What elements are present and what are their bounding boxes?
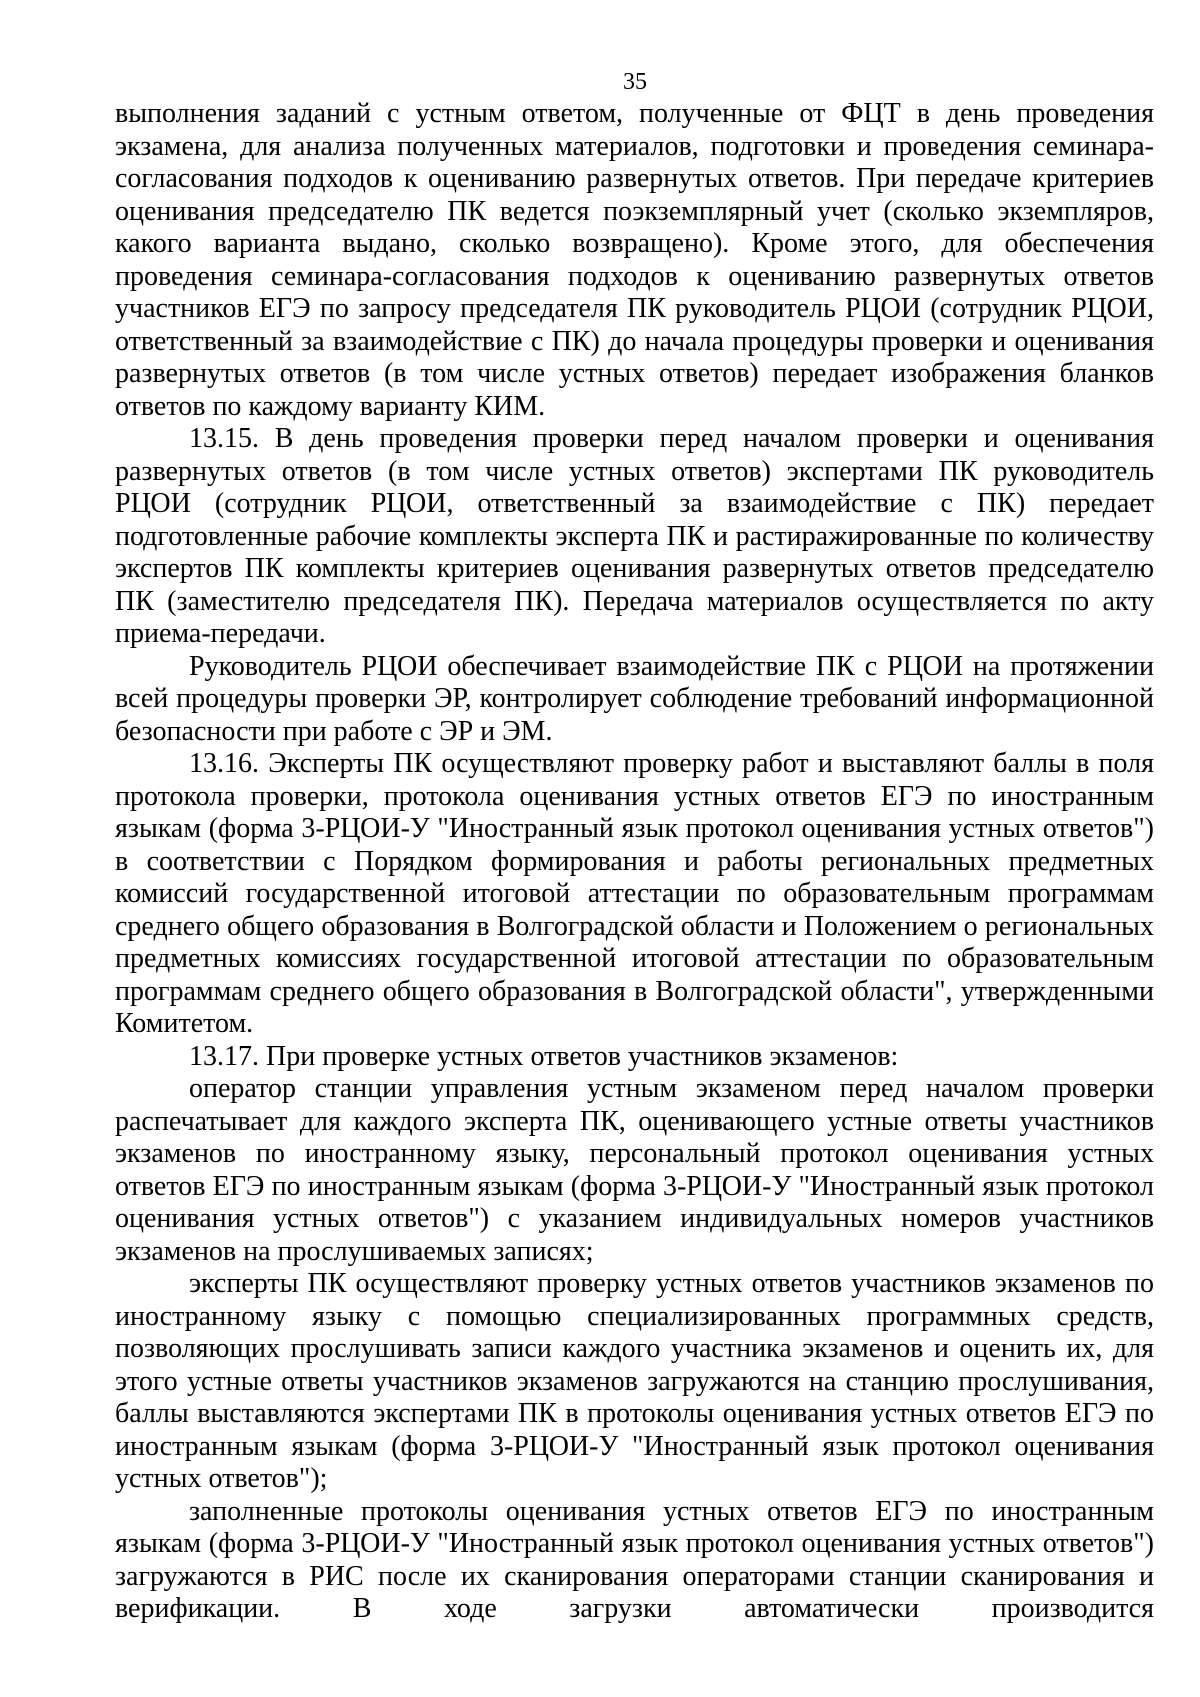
paragraph-operator: оператор станции управления устным экзаменом перед началом проверки распечатывает для каждого эксперта ПК, оценивающего устные ответы участников экзаменов по иностранному языку, персональный протокол оценивания устных ответов ЕГЭ по иностранным языкам (форма 3-РЦОИ-У "Иностранный язык протокол оценивания устных ответов") с указанием индивидуальных номеров участников экзаменов на прослушиваемых записях; [115,1073,1154,1267]
paragraph-continuation: выполнения заданий с устным ответом, полученные от ФЦТ в день проведения экзамена, для анализа полученных материалов, подготовки и проведения семинара-согласования подходов к оцениванию развернутых ответов. При передаче критериев оценивания председателю ПК ведется поэкземплярный учет (сколько экземпляров, какого варианта выдано, сколько возвращено). Кроме этого, для обеспечения проведения семинара-согласования подходов к оцениванию развернутых ответов участников ЕГЭ по запросу председателя ПК руководитель РЦОИ (сотрудник РЦОИ, ответственный за взаимодействие с ПК) до начала процедуры проверки и оценивания развернутых ответов (в том числе устных ответов) передает изображения бланков ответов по каждому варианту КИМ. [115,98,1154,422]
paragraph-protocols: заполненные протоколы оценивания устных ответов ЕГЭ по иностранным языкам (форма 3-РЦОИ-У "Иностранный язык протокол оценивания устных ответов") загружаются в РИС после их сканирования операторами станции сканирования и верификации. В ходе загрузки автоматически производится [115,1495,1154,1624]
page-number: 35 [623,69,647,95]
paragraph-13-16: 13.16. Эксперты ПК осуществляют проверку работ и выставляют баллы в поля протокола проверки, протокола оценивания устных ответов ЕГЭ по иностранным языкам (форма 3-РЦОИ-У "Иностранный язык протокол оценивания устных ответов") в соответствии с Порядком формирования и работы региональных предметных комиссий государственной итоговой аттестации по образовательным программам среднего общего образования в Волгоградской области и Положением о региональных предметных комиссиях государственной итоговой аттестации по образовательным программам среднего общего образования в Волгоградской области", утвержденными Комитетом. [115,748,1154,1039]
paragraph-rcoi-head: Руководитель РЦОИ обеспечивает взаимодействие ПК с РЦОИ на протяжении всей процедуры проверки ЭР, контролирует соблюдение требований информационной безопасности при работе с ЭР и ЭМ. [115,650,1154,747]
document-body [115,98,1154,1626]
paragraph-13-17: 13.17. При проверке устных ответов участников экзаменов: [189,1040,899,1072]
paragraph-experts: эксперты ПК осуществляют проверку устных ответов участников экзаменов по иностранному языку с помощью специализированных программных средств, позволяющих прослушивать записи каждого участника экзаменов и оценить их, для этого устные ответы участников экзаменов загружаются на станцию прослушивания, баллы выставляются экспертами ПК в протоколы оценивания устных ответов ЕГЭ по иностранным языкам (форма 3-РЦОИ-У "Иностранный язык протокол оценивания устных ответов"); [115,1268,1154,1494]
paragraph-13-15: 13.15. В день проведения проверки перед началом проверки и оценивания развернутых ответов (в том числе устных ответов) экспертами ПК руководитель РЦОИ (сотрудник РЦОИ, ответственный за взаимодействие с ПК) передает подготовленные рабочие комплекты эксперта ПК и растиражированные по количеству экспертов ПК комплекты критериев оценивания развернутых ответов председателю ПК (заместителю председателя ПК). Передача материалов осуществляется по акту приема-передачи. [115,423,1154,649]
